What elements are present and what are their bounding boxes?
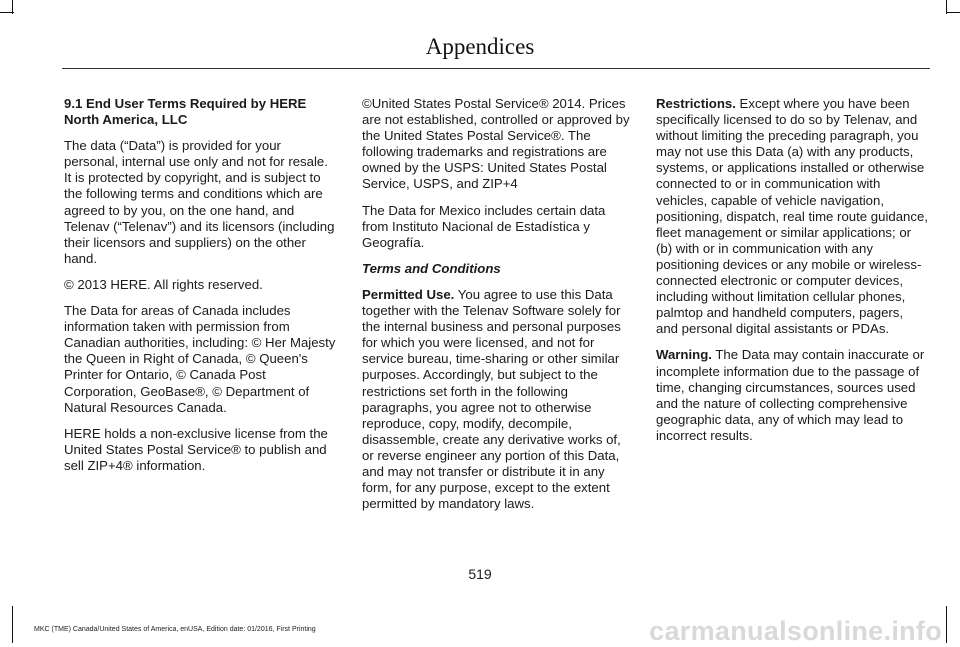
paragraph-restrictions [656, 96, 928, 337]
column-3 [656, 96, 928, 454]
paragraph-permitted-use [362, 287, 634, 512]
crop-mark [12, 606, 13, 643]
term-label: Warning. [656, 347, 712, 363]
term-text: Except where you have been specifically licensed to do so by Telenav, and without limiting the preceding paragraph, you may not use this Data (a) with any products, systems, or applications installed or otherwise connected to or in communication with vehicles, capable of vehicle navigation, positioning, dispatch, real time route guidance, fleet management or similar applications; or (b) with or in communication with any positioning devices or any mobile or wireless-connected electronic or computer devices, including without limitation cellular phones, palmtop and handheld computers, pagers, and personal digital assistants or PDAs. [656, 96, 928, 337]
footer-edition: MKC (TME) Canada/United States of America, enUSA, Edition date: 01/2016, First Printing [34, 626, 316, 633]
term-text: You agree to use this Data together with the Telenav Software solely for the internal business and personal purposes for which you were licensed, and not for service bureau, time-sharing or other similar purposes. Accordingly, but subject to the restrictions set forth in the following paragraphs, you agree not to otherwise reproduce, copy, modify, decompile, disassemble, create any derivative works of, or reverse engineer any portion of this Data, and may not transfer or distribute it in any form, for any purpose, except to the extent permitted by mandatory laws. [362, 286, 621, 512]
subheading: Terms and Conditions [362, 260, 501, 276]
column-2 [362, 96, 634, 522]
paragraph: The Data for Mexico includes certain data from Instituto Nacional de Estadística y Geografía. [362, 202, 606, 250]
column-1 [64, 96, 336, 484]
section-heading: 9.1 End User Terms Required by HERE North America, LLC [64, 96, 307, 128]
paragraph-warning [656, 347, 928, 444]
page-title: Appendices [425, 34, 535, 59]
crop-mark [946, 606, 947, 643]
page-number: 519 [468, 566, 492, 582]
term-label: Restrictions. [656, 96, 736, 111]
term-label: Permitted Use. [362, 286, 455, 302]
crop-mark [0, 12, 14, 13]
header-divider [62, 68, 930, 69]
crop-mark [946, 12, 960, 13]
paragraph: The Data for areas of Canada includes information taken with permission from Canadian authorities, including: © Her Majesty the Queen in Right of Canada, © Queen's Printer for Ontario, © Canada Post Corporation, GeoBase®, © Department of Natural Resources Canada. [64, 303, 336, 415]
paragraph: The data (“Data”) is provided for your personal, internal use only and not for resale. It is protected by copyright, and is subject to the following terms and conditions which are agreed to by you, on the one hand, and Telenav (“Telenav”) and its licensors (including their licensors and suppliers) on the other hand. [64, 138, 335, 266]
paragraph: © 2013 HERE. All rights reserved. [64, 276, 263, 292]
paragraph: ©United States Postal Service® 2014. Prices are not established, controlled or approved by the United States Postal Service®. The following trademarks and registrations are owned by the USPS: United States Postal Service, USPS, and ZIP+4 [362, 96, 630, 192]
watermark: carmanualsonline.info [649, 616, 942, 646]
paragraph: HERE holds a non-exclusive license from the United States Postal Service® to publish and sell ZIP+4® information. [64, 425, 328, 473]
term-text: The Data may contain inaccurate or incomplete information due to the passage of time, changing circumstances, sources used and the nature of collecting comprehensive geographic data, any of which may lead to incorrect results. [656, 347, 925, 443]
